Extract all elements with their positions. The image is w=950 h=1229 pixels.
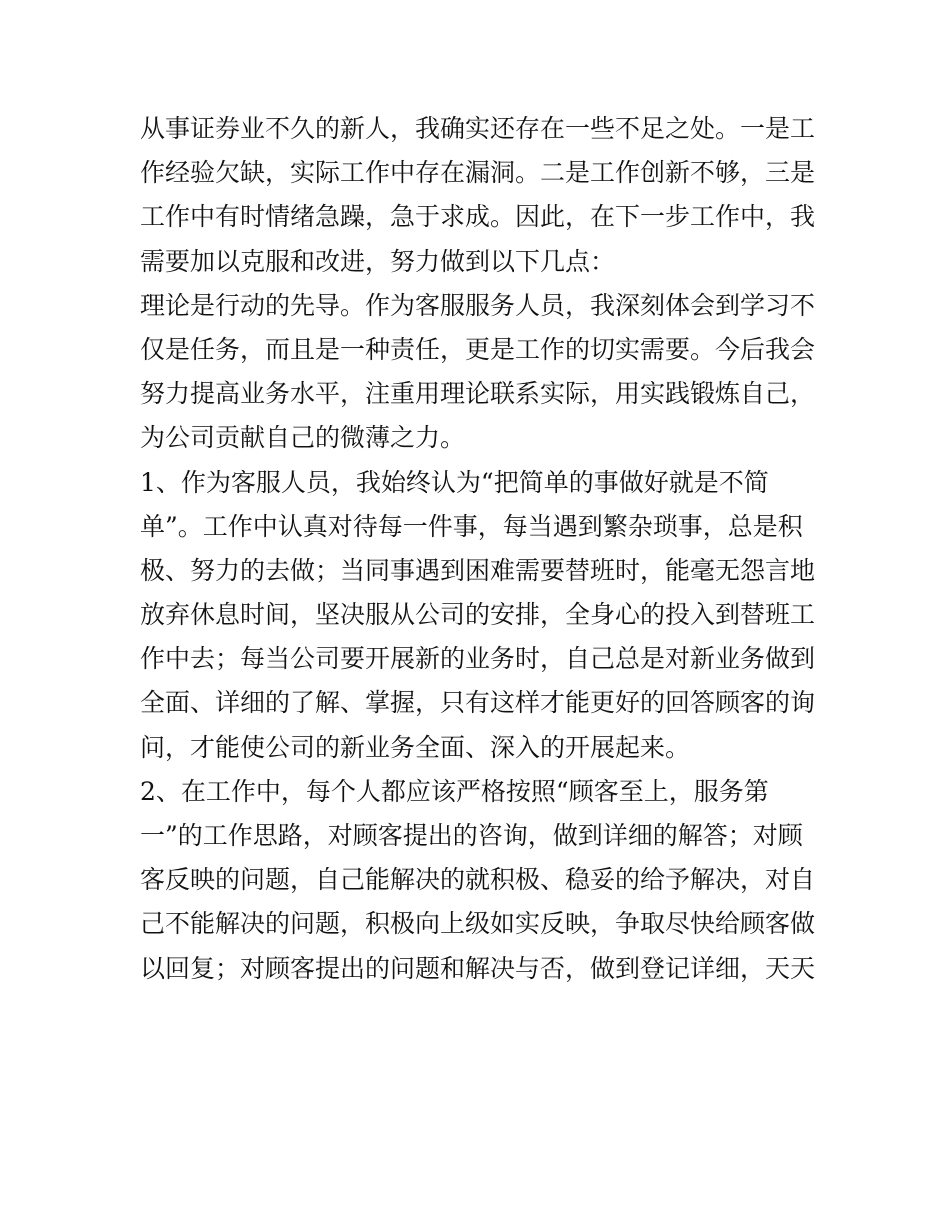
text-line: 作经验欠缺，实际工作中存在漏洞。二是工作创新不够，三是 bbox=[140, 158, 816, 188]
text-line: 为公司贡献自己的微薄之力。 bbox=[140, 423, 466, 453]
text-line: 作中去；每当公司要开展新的业务时，自己总是对新业务做到 bbox=[140, 644, 816, 674]
text-line: 2、在工作中，每个人都应该严格按照“顾客至上，服务第 bbox=[140, 776, 769, 806]
text-line: 客反映的问题，自己能解决的就积极、稳妥的给予解决，对自 bbox=[140, 865, 816, 895]
text-line: 单”。工作中认真对待每一件事，每当遇到繁杂琐事，总是积 bbox=[140, 511, 803, 541]
text-line: 放弃休息时间，坚决服从公司的安排，全身心的投入到替班工 bbox=[140, 600, 816, 630]
text-line: 全面、详细的了解、掌握，只有这样才能更好的回答顾客的询 bbox=[140, 688, 816, 718]
text-line: 努力提高业务水平，注重用理论联系实际，用实践锻炼自己， bbox=[140, 379, 816, 409]
text-line: 1、作为客服人员，我始终认为“把简单的事做好就是不简 bbox=[140, 467, 769, 497]
text-line: 问，才能使公司的新业务全面、深入的开展起来。 bbox=[140, 732, 691, 762]
text-line: 一”的工作思路，对顾客提出的咨询，做到详细的解答；对顾 bbox=[140, 821, 803, 850]
body-text bbox=[140, 107, 820, 991]
text-line: 理论是行动的先导。作为客服服务人员，我深刻体会到学习不 bbox=[140, 290, 816, 320]
text-line: 极、努力的去做；当同事遇到困难需要替班时，能毫无怨言地 bbox=[140, 555, 816, 585]
text-line: 从事证券业不久的新人，我确实还存在一些不足之处。一是工 bbox=[140, 114, 816, 143]
text-line: 工作中有时情绪急躁，急于求成。因此，在下一步工作中，我 bbox=[140, 202, 816, 232]
text-line: 需要加以克服和改进，努力做到以下几点： bbox=[140, 246, 616, 276]
text-line: 以回复；对顾客提出的问题和解决与否，做到登记详细，天天 bbox=[140, 953, 816, 983]
text-line: 仅是任务，而且是一种责任，更是工作的切实需要。今后我会 bbox=[140, 334, 816, 364]
text-line: 己不能解决的问题，积极向上级如实反映，争取尽快给顾客做 bbox=[140, 909, 816, 939]
